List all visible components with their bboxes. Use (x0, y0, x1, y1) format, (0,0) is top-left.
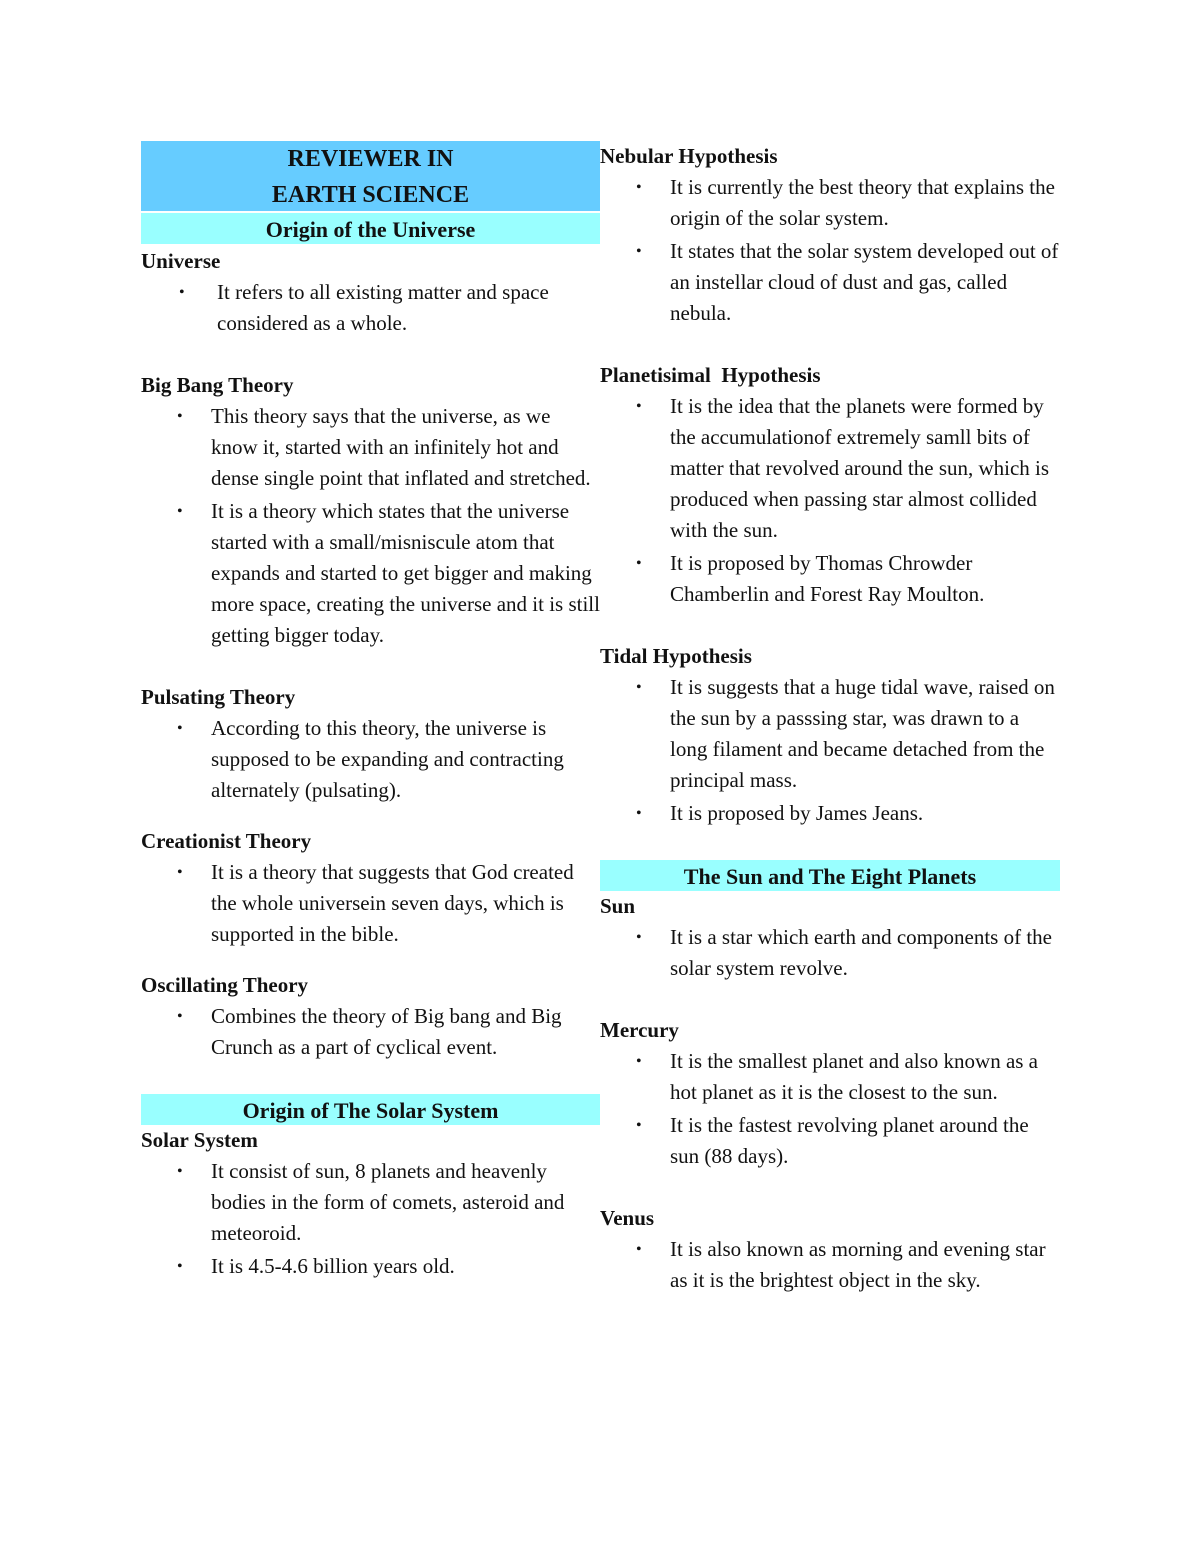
list-item: • It is suggests that a huge tidal wave, raised on the sun by a passsing star, was drawn to a long filament and became detached from the principal mass. (600, 672, 1060, 796)
list-item: • According to this theory, the universe is supposed to be expanding and contracting alternately (pulsating). (141, 713, 600, 806)
pulsating-list (141, 713, 600, 806)
heading-mercury: Mercury (600, 1018, 679, 1042)
section-band-origin-universe: Origin of the Universe (141, 213, 600, 244)
title-line-2: EARTH SCIENCE (271, 182, 470, 208)
list-item: • This theory says that the universe, as we know it, started with an infinitely hot and dense single point that inflated and stretched. (141, 401, 600, 494)
heading-tidal: Tidal Hypothesis (600, 644, 752, 668)
bullet-icon: • (177, 1163, 183, 1180)
list-item: • It is also known as morning and evening star as it is the brightest object in the sky. (600, 1234, 1060, 1296)
mercury-list (600, 1046, 1060, 1172)
heading-universe: Universe (141, 249, 221, 273)
bullet-icon: • (636, 805, 642, 822)
list-item: • It consist of sun, 8 planets and heavenly bodies in the form of comets, asteroid and meteoroid. (141, 1156, 600, 1249)
bullet-icon: • (636, 929, 642, 946)
list-item: • It is a star which earth and components of the solar system revolve. (600, 922, 1060, 984)
bullet-icon: • (636, 1117, 642, 1134)
bullet-icon: • (177, 408, 183, 425)
heading-creationist: Creationist Theory (141, 829, 312, 853)
heading-solar-system: Solar System (141, 1128, 258, 1152)
bullet-icon: • (177, 1258, 183, 1275)
big-bang-list (141, 401, 600, 651)
nebular-list (600, 172, 1060, 329)
heading-big-bang: Big Bang Theory (141, 373, 294, 397)
right-column (600, 141, 1060, 1296)
bullet-icon: • (177, 503, 183, 520)
bullet-icon: • (636, 555, 642, 572)
section-band-sun-planets: The Sun and The Eight Planets (600, 860, 1060, 891)
tidal-list (600, 672, 1060, 829)
section-band-origin-solar-system: Origin of The Solar System (141, 1094, 600, 1125)
heading-venus: Venus (600, 1206, 655, 1230)
bullet-icon: • (179, 284, 185, 301)
list-item: • It is 4.5-4.6 billion years old. (141, 1251, 600, 1282)
bullet-icon: • (636, 179, 642, 196)
document-title (141, 141, 600, 211)
list-item: • It is a theory which states that the universe started with a small/misniscule atom that expands and started to get bigger and making more space, creating the universe and it is still getting bigger today. (141, 496, 600, 651)
sun-list (600, 922, 1060, 984)
list-item: • It is a theory that suggests that God created the whole universein seven days, which is supported in the bible. (141, 857, 600, 950)
title-line-1: REVIEWER IN (287, 146, 454, 172)
bullet-icon: • (177, 864, 183, 881)
list-item: • It is the smallest planet and also known as a hot planet as it is the closest to the sun. (600, 1046, 1060, 1108)
bullet-icon: • (177, 1008, 183, 1025)
list-item: • Combines the theory of Big bang and Big Crunch as a part of cyclical event. (141, 1001, 600, 1063)
creationist-list (141, 857, 600, 950)
bullet-icon: • (636, 1053, 642, 1070)
heading-oscillating: Oscillating Theory (141, 973, 309, 997)
list-item: • It is the fastest revolving planet around the sun (88 days). (600, 1110, 1060, 1172)
bullet-icon: • (636, 243, 642, 260)
left-column (141, 141, 600, 1282)
bullet-icon: • (636, 1241, 642, 1258)
bullet-icon: • (636, 398, 642, 415)
heading-sun: Sun (600, 894, 636, 918)
bullet-icon: • (177, 720, 183, 737)
list-item: • It is proposed by Thomas Chrowder Chamberlin and Forest Ray Moulton. (600, 548, 1060, 610)
solar-system-list (141, 1156, 600, 1282)
list-item: • It is proposed by James Jeans. (600, 798, 1060, 829)
planetisimal-list (600, 391, 1060, 610)
list-item: • It is currently the best theory that explains the origin of the solar system. (600, 172, 1060, 234)
list-item: • It is the idea that the planets were formed by the accumulationof extremely samll bits of matter that revolved around the sun, which is produced when passing star almost collided with the sun. (600, 391, 1060, 546)
list-item: • It refers to all existing matter and space considered as a whole. (141, 277, 600, 339)
heading-pulsating: Pulsating Theory (141, 685, 296, 709)
list-item: • It states that the solar system developed out of an instellar cloud of dust and gas, called nebula. (600, 236, 1060, 329)
oscillating-list (141, 1001, 600, 1063)
heading-planetisimal: Planetisimal Hypothesis (600, 363, 821, 387)
bullet-icon: • (636, 679, 642, 696)
venus-list (600, 1234, 1060, 1296)
heading-nebular: Nebular Hypothesis (600, 144, 778, 168)
universe-list (141, 277, 600, 339)
